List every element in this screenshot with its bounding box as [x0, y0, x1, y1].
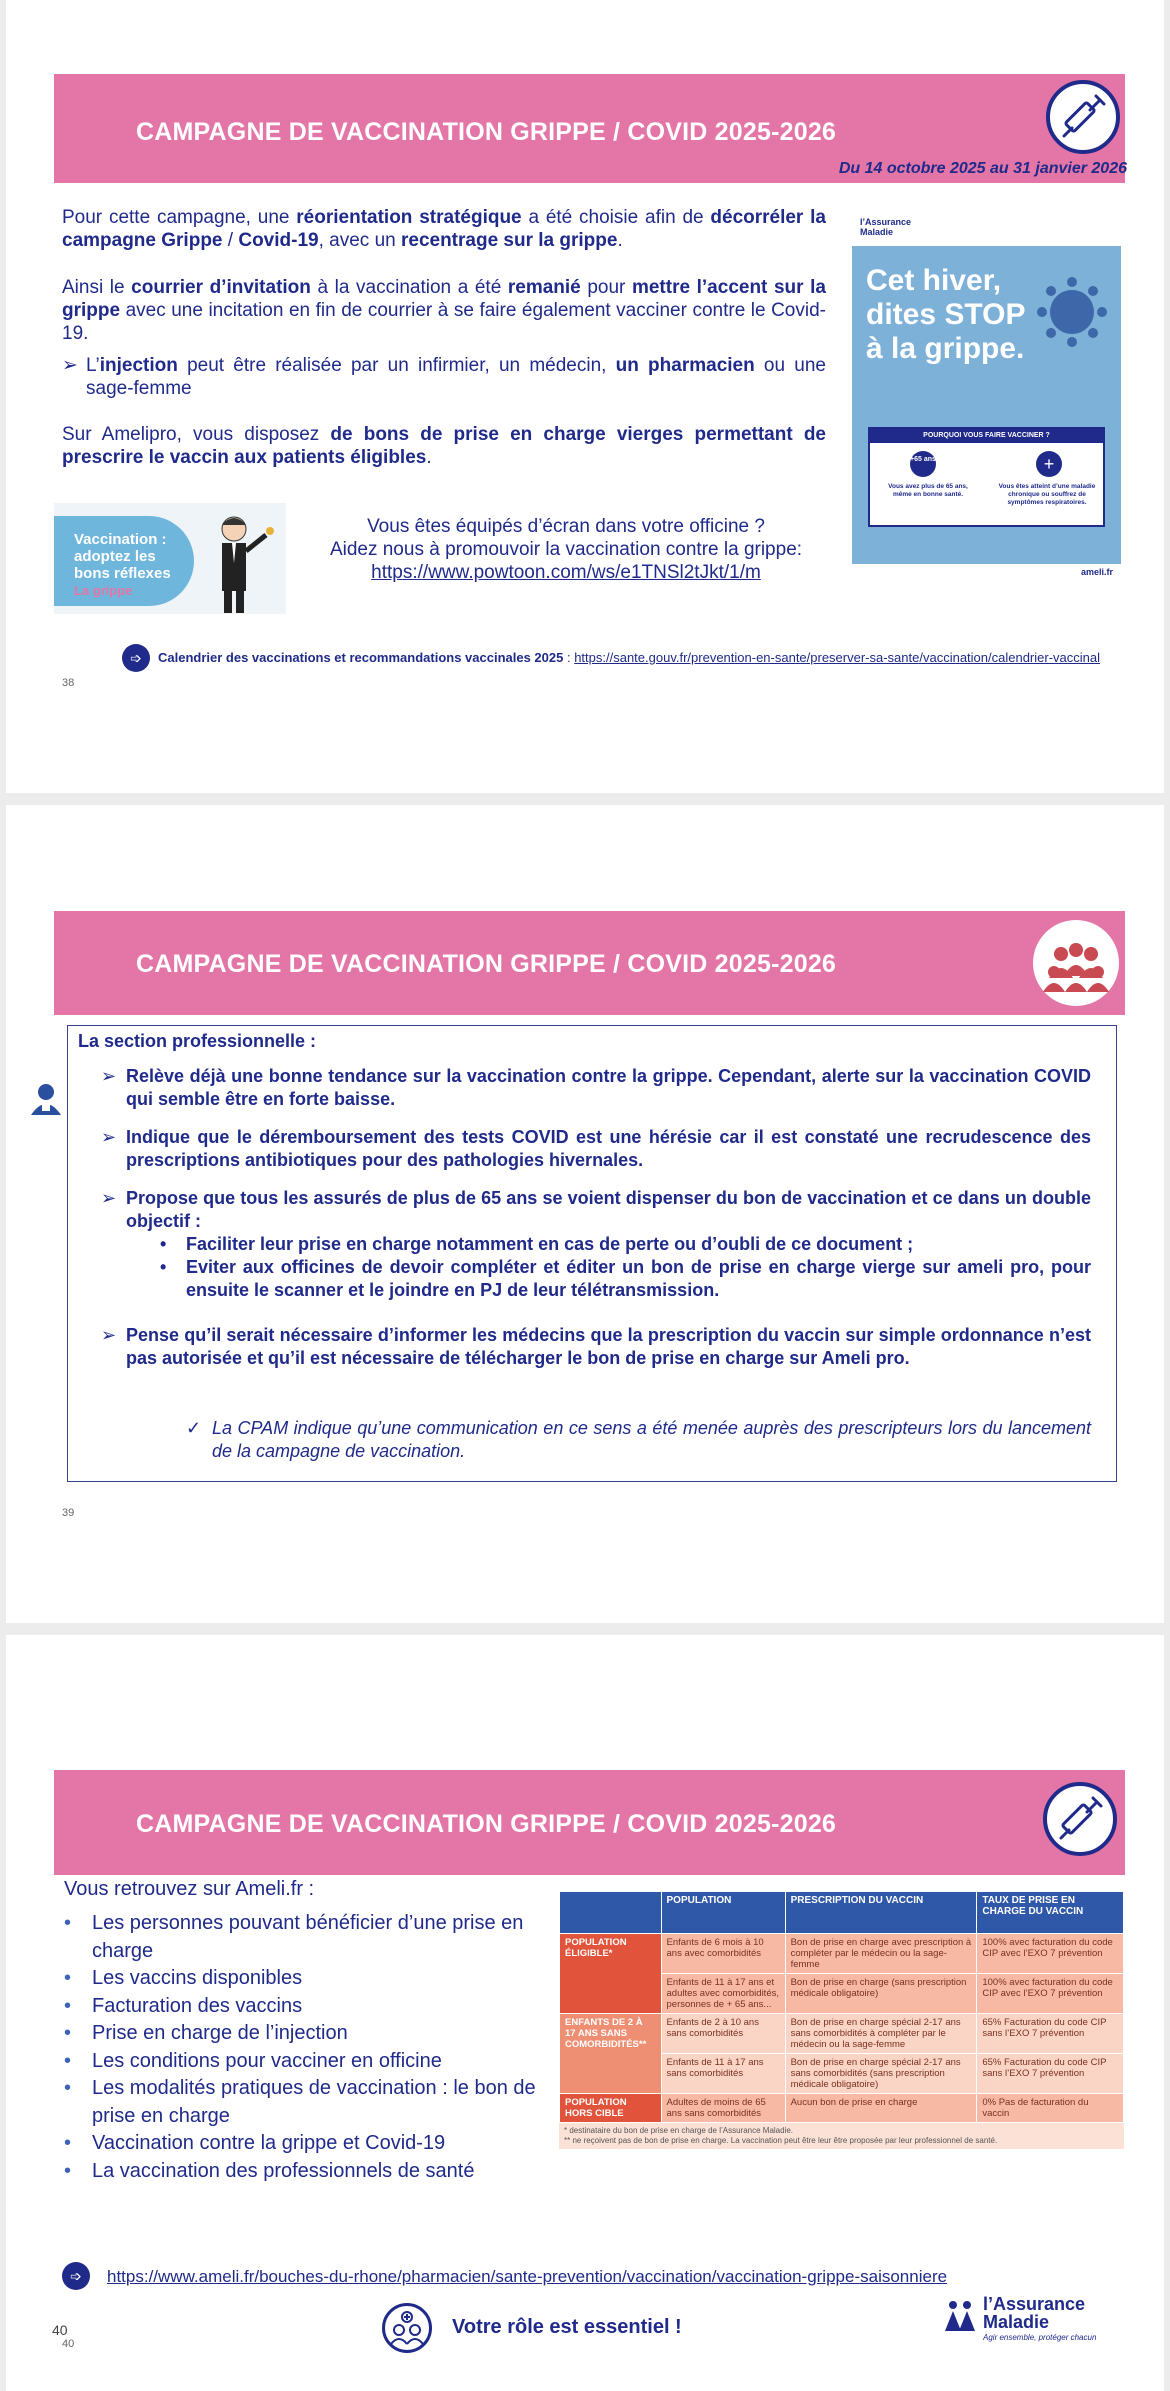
campaign-dates: Du 14 octobre 2025 au 31 janvier 2026 [838, 160, 1127, 177]
promo-message: Vous êtes équipés d’écran dans votre officine ? Aidez nous à promouvoir la vaccination contre la grippe: https://www.powtoon.com/ws/e1TNSl2tJkt/1/m [306, 515, 826, 584]
ameli-intro: Vous retrouvez sur Ameli.fr : [64, 1878, 315, 1900]
arrow-link-icon[interactable]: ➩ [122, 644, 150, 672]
vaccine-coverage-table [559, 1891, 1124, 2194]
table-row: POPULATION HORS CIBLE Adultes de moins de 65 ans sans comorbidités Aucun bon de prise en charge 0% Pas de facturation du vaccin [560, 2094, 1124, 2123]
age-badge: +65 ans [910, 451, 936, 477]
list-item: • La vaccination des professionnels de santé [64, 2158, 564, 2186]
assurance-maladie-logo [941, 2293, 1121, 2348]
slide-38 [6, 0, 1164, 793]
presenter-figure-icon [204, 511, 284, 614]
page-number: 38 [62, 677, 75, 689]
table-header-row: POPULATION PRESCRIPTION DU VACCIN TAUX DE PRISE EN CHARGE DU VACCIN [560, 1892, 1124, 1934]
title-banner [54, 911, 1125, 1015]
paragraph-strategy: Pour cette campagne, une réorientation stratégique a été choisie afin de décorréler la campagne Grippe / Covid-19, avec un recentrage sur la grippe. [62, 207, 826, 251]
arrow-link-icon[interactable]: ➩ [62, 2262, 90, 2290]
plus-icon: + [1036, 451, 1062, 477]
list-item: ➢ Propose que tous les assurés de plus de 65 ans se voient dispenser du bon de vaccination et ce dans un double objectif : [101, 1188, 1091, 1231]
ameli-vaccination-link[interactable]: https://www.ameli.fr/bouches-du-rhone/pharmacien/sante-prevention/vaccination/vaccination-grippe-saisonniere [107, 2267, 948, 2286]
page-number: 39 [62, 1507, 75, 1519]
section-heading: La section professionnelle : [78, 1031, 317, 1051]
paragraph-amelipro: Sur Amelipro, vous disposez de bons de prise en charge vierges permettant de prescrire le vaccin aux patients éligibles. [62, 424, 826, 468]
assurance-maladie-logo: l’Assurance Maladie [860, 217, 912, 237]
poster-col2: Vous êtes atteint d’une maladie chronique ou souffrez de symptômes respiratoires. [998, 483, 1096, 506]
role-message: Votre rôle est essentiel ! [452, 2316, 682, 2338]
poster-title: Cet hiver, dites STOP à la grippe. [866, 264, 1025, 365]
title-banner [54, 1770, 1125, 1875]
group-people-icon [1033, 920, 1119, 1006]
flu-poster [852, 212, 1121, 582]
list-item: • Les vaccins disponibles [64, 1965, 564, 1993]
virus-icon [1032, 272, 1112, 352]
paragraph-injection: ➢ L’injection peut être réalisée par un infirmier, un médecin, un pharmacien ou une sage-femme [62, 355, 826, 399]
list-item: ➢ Indique que le déremboursement des tests COVID est une hérésie car il est constaté une recrudescence des prescriptions antibiotiques pour des pathologies hivernales. [101, 1127, 1091, 1170]
list-item: • Les conditions pour vacciner en officine [64, 2048, 564, 2076]
list-item: • Les modalités pratiques de vaccination : le bon de prise en charge [64, 2075, 564, 2130]
banner-title: CAMPAGNE DE VACCINATION GRIPPE / COVID 2025-2026 [136, 1810, 837, 1838]
slide-40 [6, 1635, 1164, 2391]
list-item: • Facturation des vaccins [64, 1993, 564, 2021]
powtoon-link[interactable]: https://www.powtoon.com/ws/e1TNSl2tJkt/1/m [371, 562, 761, 583]
poster-brand: ameli.fr [1080, 567, 1113, 577]
table-row: Enfants de 11 à 17 ans sans comorbidités Bon de prise en charge spécial 2-17 ans sans comorbidités (sans prescription médicale obligatoire) 65% Facturation du code CIP sans l’EXO 7 prévention [560, 2054, 1124, 2094]
poster-reasons-box: POURQUOI VOUS FAIRE VACCINER ? +65 ans + Vous avez plus de 65 ans, même en bonne santé. Vous êtes atteint d’une maladie chronique ou souffrez de symptômes respiratoires. [868, 427, 1105, 527]
slide-39 [6, 805, 1164, 1623]
logo-tagline: Agir ensemble, protéger chacun [983, 2333, 1097, 2342]
list-item: • Les personnes pouvant bénéficier d’une prise en charge [64, 1910, 564, 1965]
page-number-secondary: 40 [62, 2338, 75, 2350]
list-item: • Vaccination contre la grippe et Covid-19 [64, 2130, 564, 2158]
stethoscope-icon [382, 2303, 432, 2353]
logo-name: l’Assurance Maladie [983, 2294, 1086, 2332]
page-number: 40 [52, 2322, 68, 2338]
assurance-maladie-figures-icon [941, 2297, 981, 2337]
list-item: ➢ Pense qu’il serait nécessaire d’informer les médecins que la prescription du vaccin sur simple ordonnance n’est pas autorisée et qu’il est nécessaire de télécharger le bon de prise en charge sur Ameli pro. [101, 1325, 1091, 1368]
table-row: POPULATION ÉLIGIBLE* Enfants de 6 mois à 10 ans avec comorbidités Bon de prise en charge avec prescription à compléter par le médecin ou la sage-femme 100% avec facturation du code CIP avec l’EXO 7 prévention [560, 1934, 1124, 1974]
list-item: ➢ Relève déjà une bonne tendance sur la vaccination contre la grippe. Cependant, alerte sur la vaccination COVID qui semble être en forte baisse. [101, 1066, 1091, 1109]
ameli-topics [64, 1878, 564, 2185]
table-row: Enfants de 11 à 17 ans et adultes avec comorbidités, personnes de + 65 ans... Bon de prise en charge (sans prescription médicale obligatoire) 100% avec facturation du code CIP avec l’EXO 7 prévention [560, 1974, 1124, 2014]
banner-title: CAMPAGNE DE VACCINATION GRIPPE / COVID 2025-2026 [136, 118, 837, 146]
table-notes: * destinataire du bon de prise en charge de l’Assurance Maladie. ** ne reçoivent pas de bon de prise en charge. La vaccination peut être leur être proposée par leur professionnel de santé. [559, 2123, 1124, 2149]
professional-section-box [67, 1025, 1117, 1482]
cpam-response: ✓ La CPAM indique qu’une communication en ce sens a été menée auprès des prescripteurs lors du lancement de la campagne de vaccination. [186, 1418, 1091, 1461]
poster-col1: Vous avez plus de 65 ans, même en bonne santé. [888, 483, 968, 498]
banner-title: CAMPAGNE DE VACCINATION GRIPPE / COVID 2025-2026 [136, 950, 837, 978]
sub-list-item: • Eviter aux officines de devoir compléter et éditer un bon de prise en charge vierge sur ameli pro, pour ensuite le scanner et le joindre en PJ de leur télétransmission. [160, 1257, 1091, 1300]
table-row: ENFANTS DE 2 À 17 ANS SANS COMORBIDITÉS** Enfants de 2 à 10 ans sans comorbidités Bon de prise en charge spécial 2-17 ans sans comorbidités à compléter par le médecin ou la sage-femme 65% Facturation du code CIP sans l’EXO 7 prévention [560, 2014, 1124, 2054]
sub-list-item: • Faciliter leur prise en charge notamment en cas de perte ou d’oubli de ce document ; [160, 1234, 914, 1254]
syringe-icon [1043, 1782, 1117, 1856]
calendar-footnote: Calendrier des vaccinations et recommandations vaccinales 2025 : https://sante.gouv.fr/prevention-en-sante/preserver-sa-sante/vaccination/calendrier-vaccinal [158, 650, 1101, 665]
paragraph-invitation: Ainsi le courrier d’invitation à la vaccination a été remanié pour mettre l’accent sur la grippe avec une incitation en fin de courrier à se faire également vacciner contre le Covid-19. [62, 277, 826, 344]
calendar-link[interactable]: https://sante.gouv.fr/prevention-en-sante/preserver-sa-sante/vaccination/calendrier-vaccinal [574, 650, 1101, 665]
syringe-icon [1046, 80, 1120, 154]
person-icon [28, 1081, 64, 1122]
promo-video-thumbnail[interactable]: Vaccination : adoptez les bons réflexes La grippe [54, 503, 286, 614]
list-item: • Prise en charge de l’injection [64, 2020, 564, 2048]
role-banner [382, 2303, 742, 2353]
